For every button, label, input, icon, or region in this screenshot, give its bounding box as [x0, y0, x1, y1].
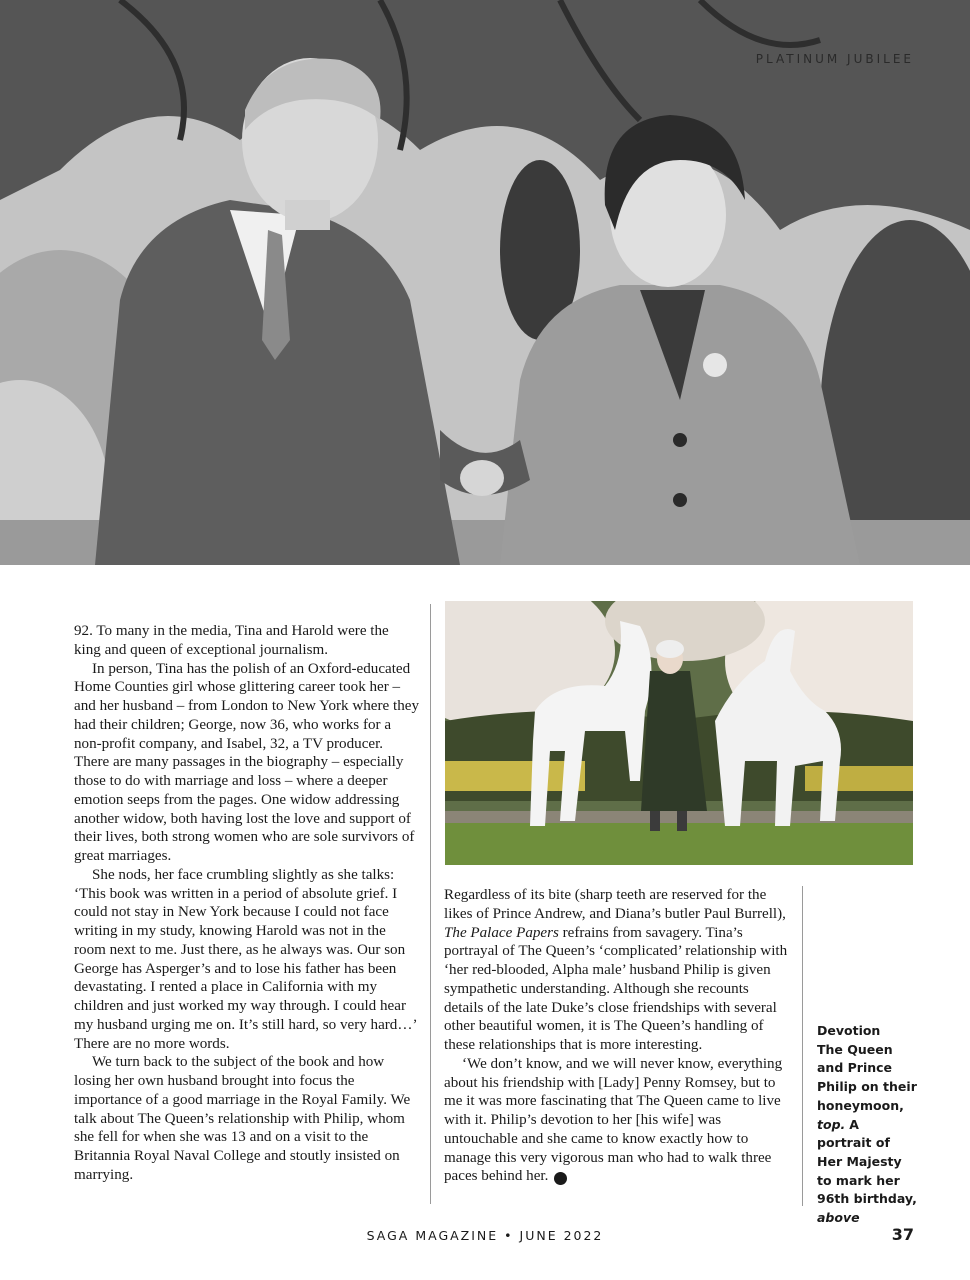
caption-divider	[802, 886, 803, 1206]
inset-photo-illustration	[445, 601, 913, 865]
paragraph-text: Regardless of its bite (sharp teeth are reserved for the likes of Prince Andrew, and Diana’s butler Paul Burrell),	[444, 887, 786, 922]
publication-info: SAGA MAGAZINE • JUNE 2022	[366, 1228, 604, 1243]
paragraph-text: ‘We don’t know, and we will never know, everything about his friendship with [Lady] Penny Romsey, but to me it was more fascinating that The Queen came to live with it. Philip’s devotion to her [his wife] was untouchable and she came to know exactly how to manage this very vigorous man who had to walk three paces behind her.	[444, 1055, 783, 1185]
caption-direction-above: above	[817, 1210, 860, 1226]
page-number: 37	[891, 1225, 914, 1244]
hero-photo-illustration	[0, 0, 970, 565]
page-footer	[0, 1225, 970, 1248]
caption-text: The Queen and Prince Philip on their honeymoon,	[817, 1041, 917, 1113]
book-title: The Palace Papers	[444, 924, 559, 941]
paragraph	[444, 1055, 789, 1186]
paragraph	[444, 886, 789, 1055]
article-left-column	[74, 622, 419, 1185]
hero-photo	[0, 0, 970, 565]
column-divider	[430, 604, 431, 1204]
photo-caption	[817, 1022, 917, 1228]
paragraph-text: refrains from savagery. Tina’s portrayal of The Queen’s ‘complicated’ relationship with ‘her red-blooded, Alpha male’ husband Philip is given sympathetic understanding. Although she recounts details of the late Duke’s close friendships with several other beautiful women, it is The Queen’s handling of these relationships that is more interesting.	[444, 924, 788, 1053]
paragraph: 92. To many in the media, Tina and Harold were the king and queen of exceptional journalism.	[74, 623, 389, 658]
paragraph: She nods, her face crumbling slightly as she talks: ‘This book was written in a period of absolute grief. I could not stay in New York because I could not face writing in my study, knowing Harold was not in the room next to me. Just there, as he always was. Our son George has Asperger’s and to lose his father has been devastating. I rented a place in California with my children and just worked my way through. I could hear my husband urging me on. It’s still hard, so very hard…’ There are no more words.	[74, 866, 417, 1052]
caption-heading: Devotion	[817, 1023, 881, 1038]
continue-arrow-icon: ➔	[554, 1172, 567, 1185]
caption-direction-top: top.	[817, 1116, 846, 1132]
section-label: PLATINUM JUBILEE	[755, 52, 914, 66]
paragraph: We turn back to the subject of the book and how losing her own husband brought into focus the importance of a good marriage in the Royal Family. We talk about The Queen’s relationship with Philip, whom she fell for when she was 13 and on a visit to the Britannia Royal Naval College and stoutly insisted on marrying.	[74, 1054, 411, 1183]
article-middle-column	[444, 886, 789, 1186]
paragraph: In person, Tina has the polish of an Oxford-educated Home Counties girl whose glittering career took her – and her husband – from London to New York where they had their children; George, now 36, who works for a non-profit company, and Isabel, 32, a TV producer. There are many passages in the biography – especially those to do with marriage and loss – where a deeper emotion seeps from the pages. One widow addressing another widow, both having lost the love and support of their lives, both strong women who are sole survivors of great marriages.	[74, 660, 419, 864]
inset-photo	[445, 601, 913, 865]
caption-text: A portrait of Her Majesty to mark her 96th birthday,	[817, 1116, 917, 1207]
